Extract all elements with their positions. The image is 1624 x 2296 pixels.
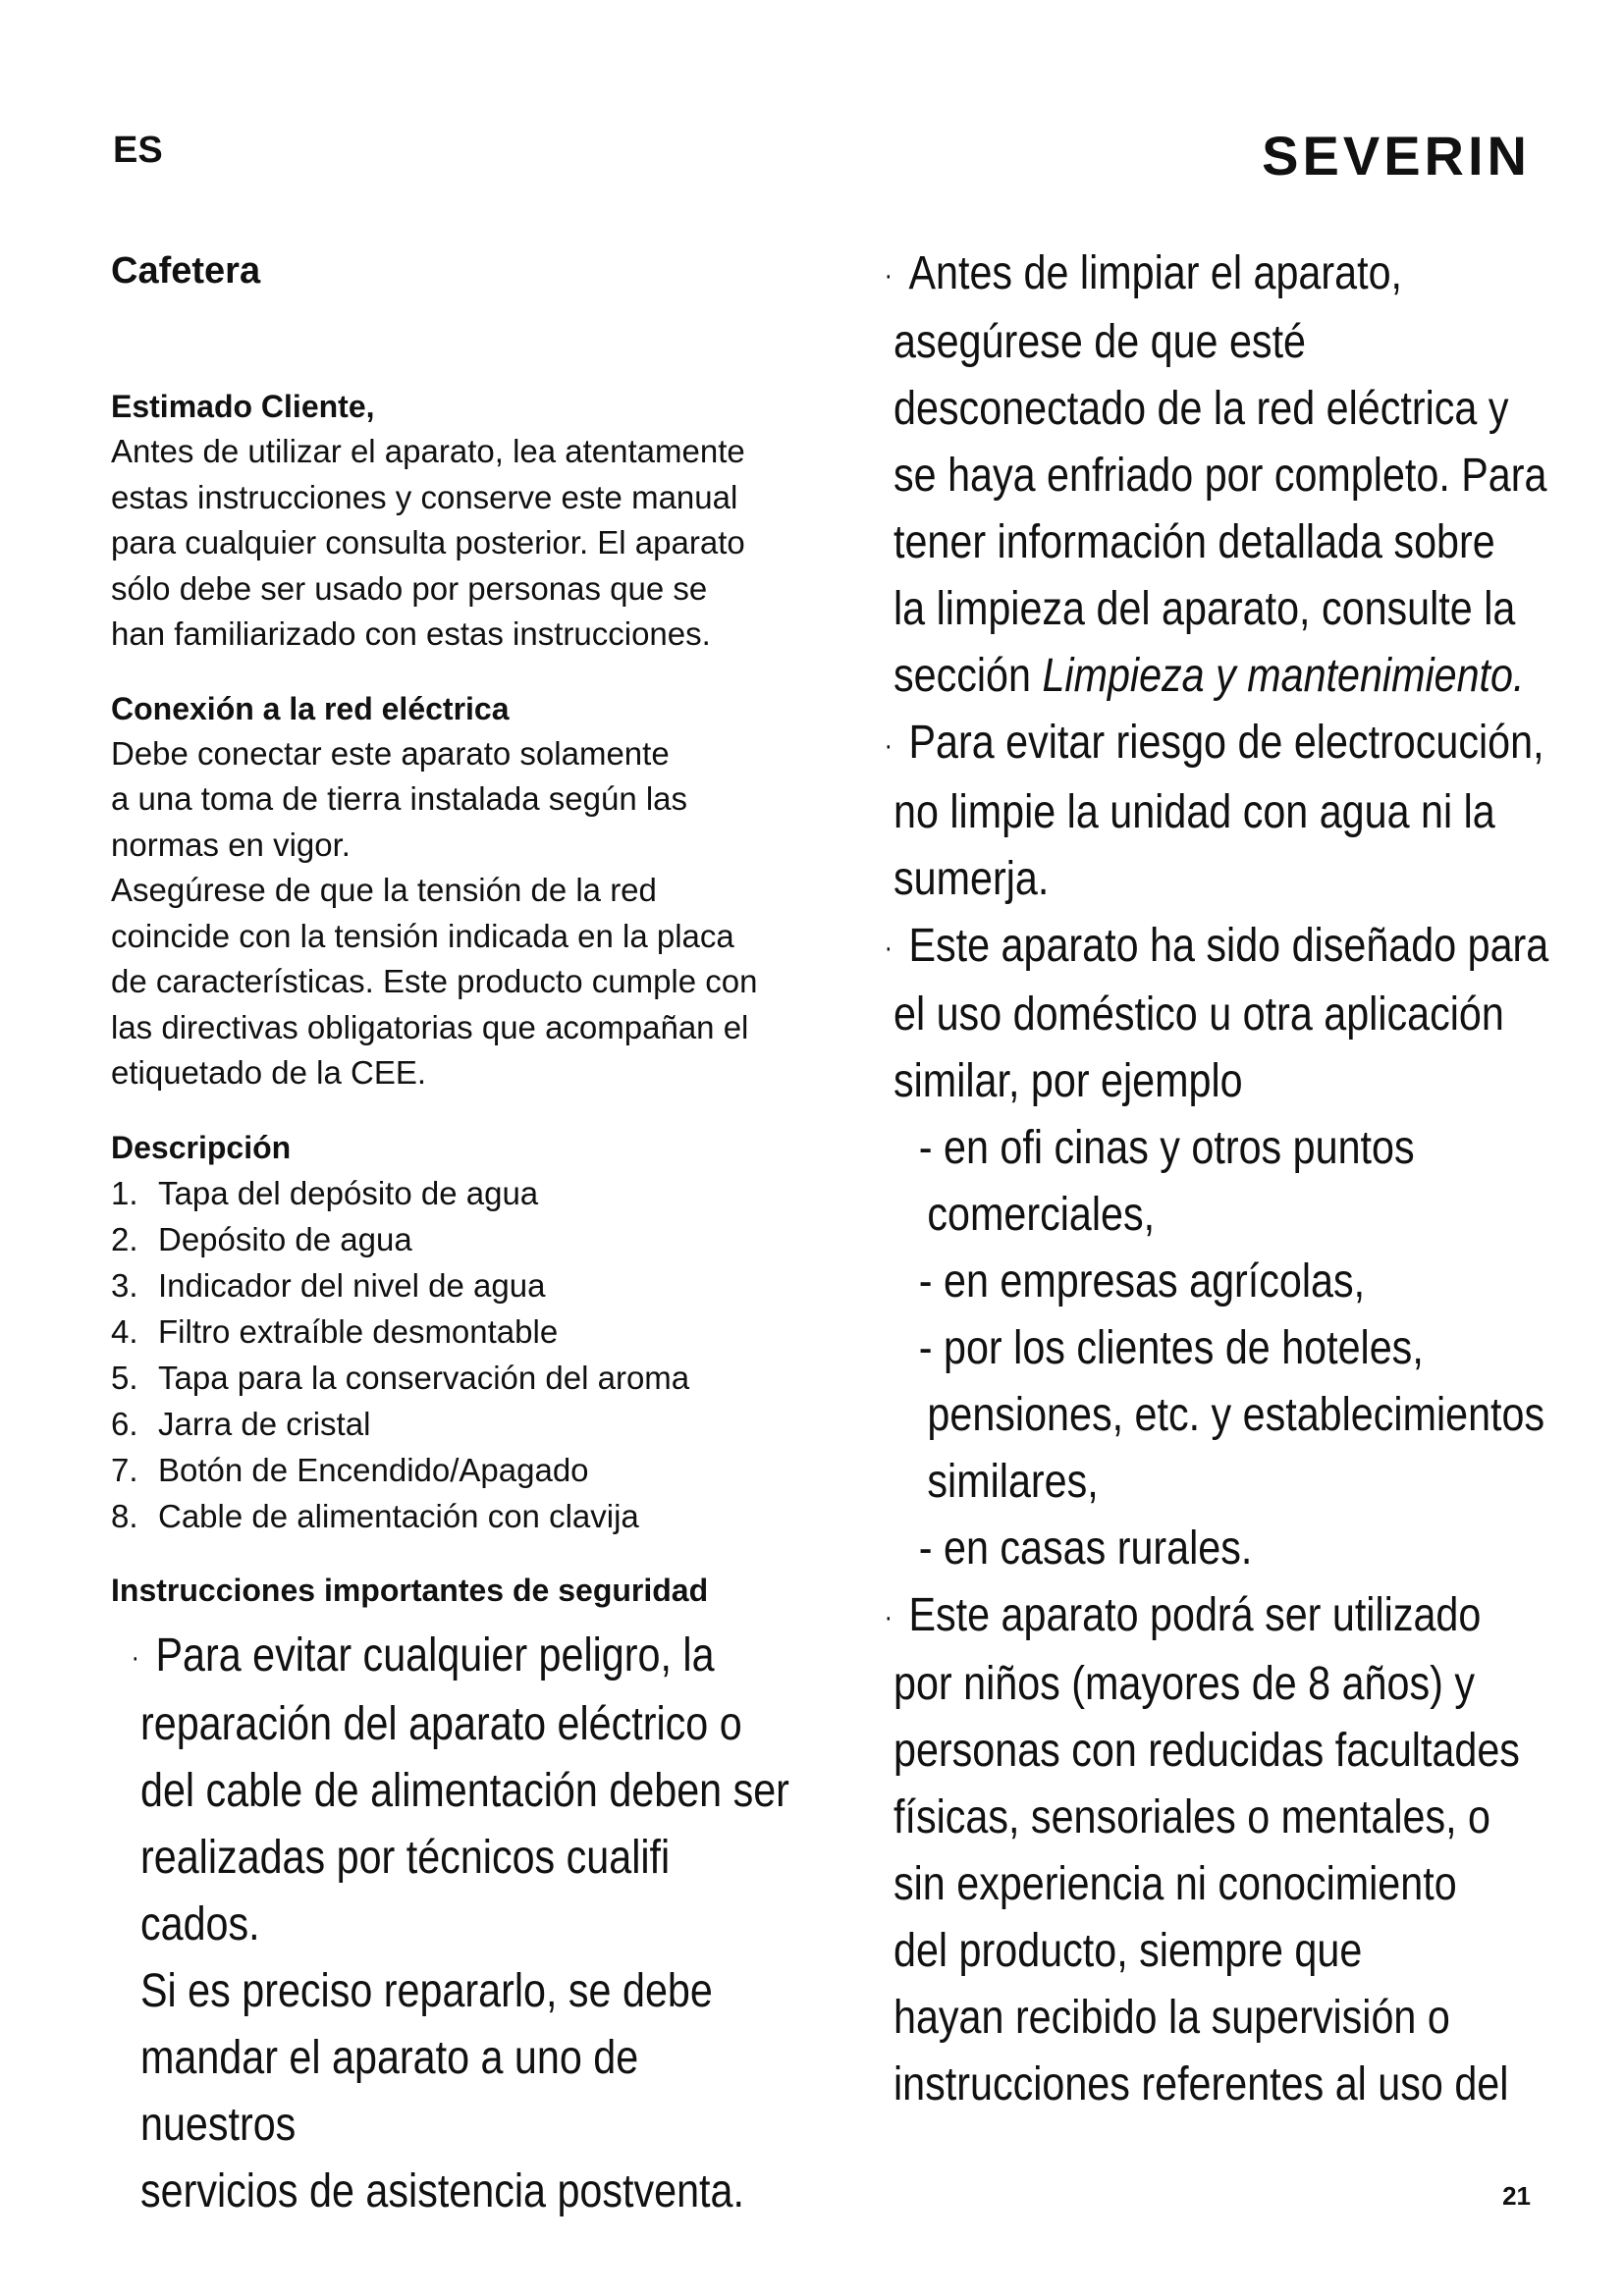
bullet-icon: · <box>884 728 893 762</box>
document-title: Cafetera <box>111 250 261 292</box>
left-column <box>111 250 798 2225</box>
safety-line: físicas, sensoriales o mentales, o <box>893 1791 1491 1844</box>
connection-section <box>111 691 798 1096</box>
safety-line: mandar el aparato a uno de nuestros <box>140 2031 639 2151</box>
safety-line: asegúrese de que esté <box>893 316 1307 369</box>
safety-line: servicios de asistencia postventa. <box>140 2164 744 2217</box>
safety-line: Para evitar cualquier peligro, la <box>155 1629 715 1682</box>
item-number: 3. <box>111 1266 138 1304</box>
item-number: 7. <box>111 1451 138 1488</box>
safety-line: Este aparato podrá ser utilizado <box>908 1588 1482 1641</box>
connection-heading: Conexión a la red eléctrica <box>111 690 510 726</box>
item-text: Cable de alimentación con clavija <box>158 1497 639 1534</box>
safety-line: se haya enfriado por completo. Para <box>893 450 1547 503</box>
safety-line: el uso doméstico u otra aplicación <box>893 988 1504 1041</box>
sub-line: similares, <box>927 1455 1099 1508</box>
safety-line: Para evitar riesgo de electrocución, <box>908 717 1544 770</box>
safety-list-left <box>111 1623 798 2225</box>
sub-line: - por los clientes de hoteles, <box>918 1321 1424 1374</box>
usage-examples <box>919 1115 1550 1582</box>
language-code: ES <box>113 130 163 171</box>
greeting-line: han familiarizado con estas instrucciones. <box>111 615 711 652</box>
page-number: 21 <box>1502 2181 1531 2211</box>
connection-line: normas en vigor. <box>111 826 351 863</box>
list-item <box>111 1447 798 1493</box>
connection-text <box>111 731 798 1096</box>
safety-item-domestic-use <box>884 913 1551 1582</box>
safety-line: desconectado de la red eléctrica y <box>893 383 1509 436</box>
sub-line: - en casas rurales. <box>918 1522 1253 1575</box>
item-text: Botón de Encendido/Apagado <box>158 1451 589 1488</box>
item-number: 2. <box>111 1220 138 1257</box>
connection-line: las directivas obligatorias que acompañan el <box>111 1008 749 1045</box>
list-item <box>111 1262 798 1308</box>
item-number: 1. <box>111 1174 138 1211</box>
safety-line: similar, por ejemplo <box>893 1054 1243 1107</box>
bullet-icon: · <box>884 1601 893 1634</box>
connection-line: Asegúrese de que la tensión de la red <box>111 872 657 908</box>
item-text: Indicador del nivel de agua <box>158 1266 546 1304</box>
right-column <box>864 240 1551 2118</box>
list-item <box>111 1170 798 1216</box>
description-section <box>111 1130 798 1539</box>
connection-line: a una toma de tierra instalada según las <box>111 780 688 817</box>
item-number: 8. <box>111 1497 138 1534</box>
safety-item-cleaning <box>884 240 1551 710</box>
sub-line: - en empresas agrícolas, <box>918 1255 1366 1308</box>
greeting-section <box>111 389 798 658</box>
sub-line: - en ofi cinas y otros puntos <box>918 1121 1415 1174</box>
item-text: Tapa para la conservación del aroma <box>158 1359 690 1396</box>
safety-heading: Instrucciones importantes de seguridad <box>111 1572 709 1608</box>
bullet-icon: · <box>884 259 893 293</box>
safety-item-electrocution <box>884 710 1551 912</box>
connection-line: Debe conectar este aparato solamente <box>111 734 670 772</box>
safety-item-children <box>884 1582 1551 2118</box>
greeting-line: para cualquier consulta posterior. El aparato <box>111 524 745 561</box>
sub-line: comerciales, <box>927 1188 1156 1241</box>
description-heading: Descripción <box>111 1129 292 1165</box>
safety-line: Si es preciso repararlo, se debe <box>140 1964 713 2017</box>
list-item <box>111 1355 798 1401</box>
safety-list-right <box>864 240 1551 2118</box>
connection-line: de características. Este producto cumple con <box>111 963 758 999</box>
item-number: 4. <box>111 1312 138 1350</box>
safety-line: tener información detallada sobre <box>893 516 1495 569</box>
section-reference: Limpieza y mantenimiento. <box>1042 650 1525 703</box>
safety-line: no limpie la unidad con agua ni la <box>893 785 1495 838</box>
list-item <box>111 1216 798 1262</box>
safety-line: hayan recibido la supervisión o <box>893 1992 1450 2045</box>
list-item <box>111 1493 798 1539</box>
list-item <box>111 1401 798 1447</box>
safety-line: sin experiencia ni conocimiento <box>893 1858 1457 1911</box>
item-text: Depósito de agua <box>158 1220 412 1257</box>
list-item <box>111 1308 798 1355</box>
greeting-line: estas instrucciones y conserve este manual <box>111 478 738 515</box>
safety-line: del cable de alimentación deben ser <box>140 1764 789 1817</box>
greeting-line: sólo debe ser usado por personas que se <box>111 569 708 607</box>
connection-line: etiquetado de la CEE. <box>111 1054 427 1091</box>
safety-line: Antes de limpiar el aparato, <box>908 247 1403 299</box>
safety-line: sumerja. <box>893 852 1050 905</box>
item-text: Jarra de cristal <box>158 1405 371 1442</box>
brand-logo: SEVERIN <box>1262 125 1531 187</box>
connection-line: coincide con la tensión indicada en la placa <box>111 917 734 954</box>
safety-line: personas con reducidas facultades <box>893 1725 1520 1778</box>
item-number: 5. <box>111 1359 138 1396</box>
safety-line: Este aparato ha sido diseñado para <box>908 919 1549 972</box>
safety-item-repair <box>131 1623 798 2225</box>
bullet-icon: · <box>884 931 893 964</box>
safety-line: del producto, siempre que <box>893 1925 1363 1978</box>
bullet-icon: · <box>131 1640 140 1674</box>
safety-line: instrucciones referentes al uso del <box>893 2058 1509 2111</box>
item-text: Tapa del depósito de agua <box>158 1174 539 1211</box>
greeting-text <box>111 429 798 658</box>
safety-line: la limpieza del aparato, consulte la <box>893 583 1516 636</box>
parts-list <box>111 1170 798 1539</box>
sub-line: pensiones, etc. y establecimientos <box>927 1388 1545 1441</box>
safety-line: por niños (mayores de 8 años) y <box>893 1658 1475 1711</box>
safety-line: reparación del aparato eléctrico o <box>140 1697 742 1750</box>
greeting-line: Antes de utilizar el aparato, lea atentamente <box>111 433 745 469</box>
safety-line: realizadas por técnicos cualifi cados. <box>140 1831 671 1950</box>
item-number: 6. <box>111 1405 138 1442</box>
greeting-heading: Estimado Cliente, <box>111 389 375 424</box>
item-text: Filtro extraíble desmontable <box>158 1312 559 1350</box>
safety-line: sección <box>893 650 1043 703</box>
